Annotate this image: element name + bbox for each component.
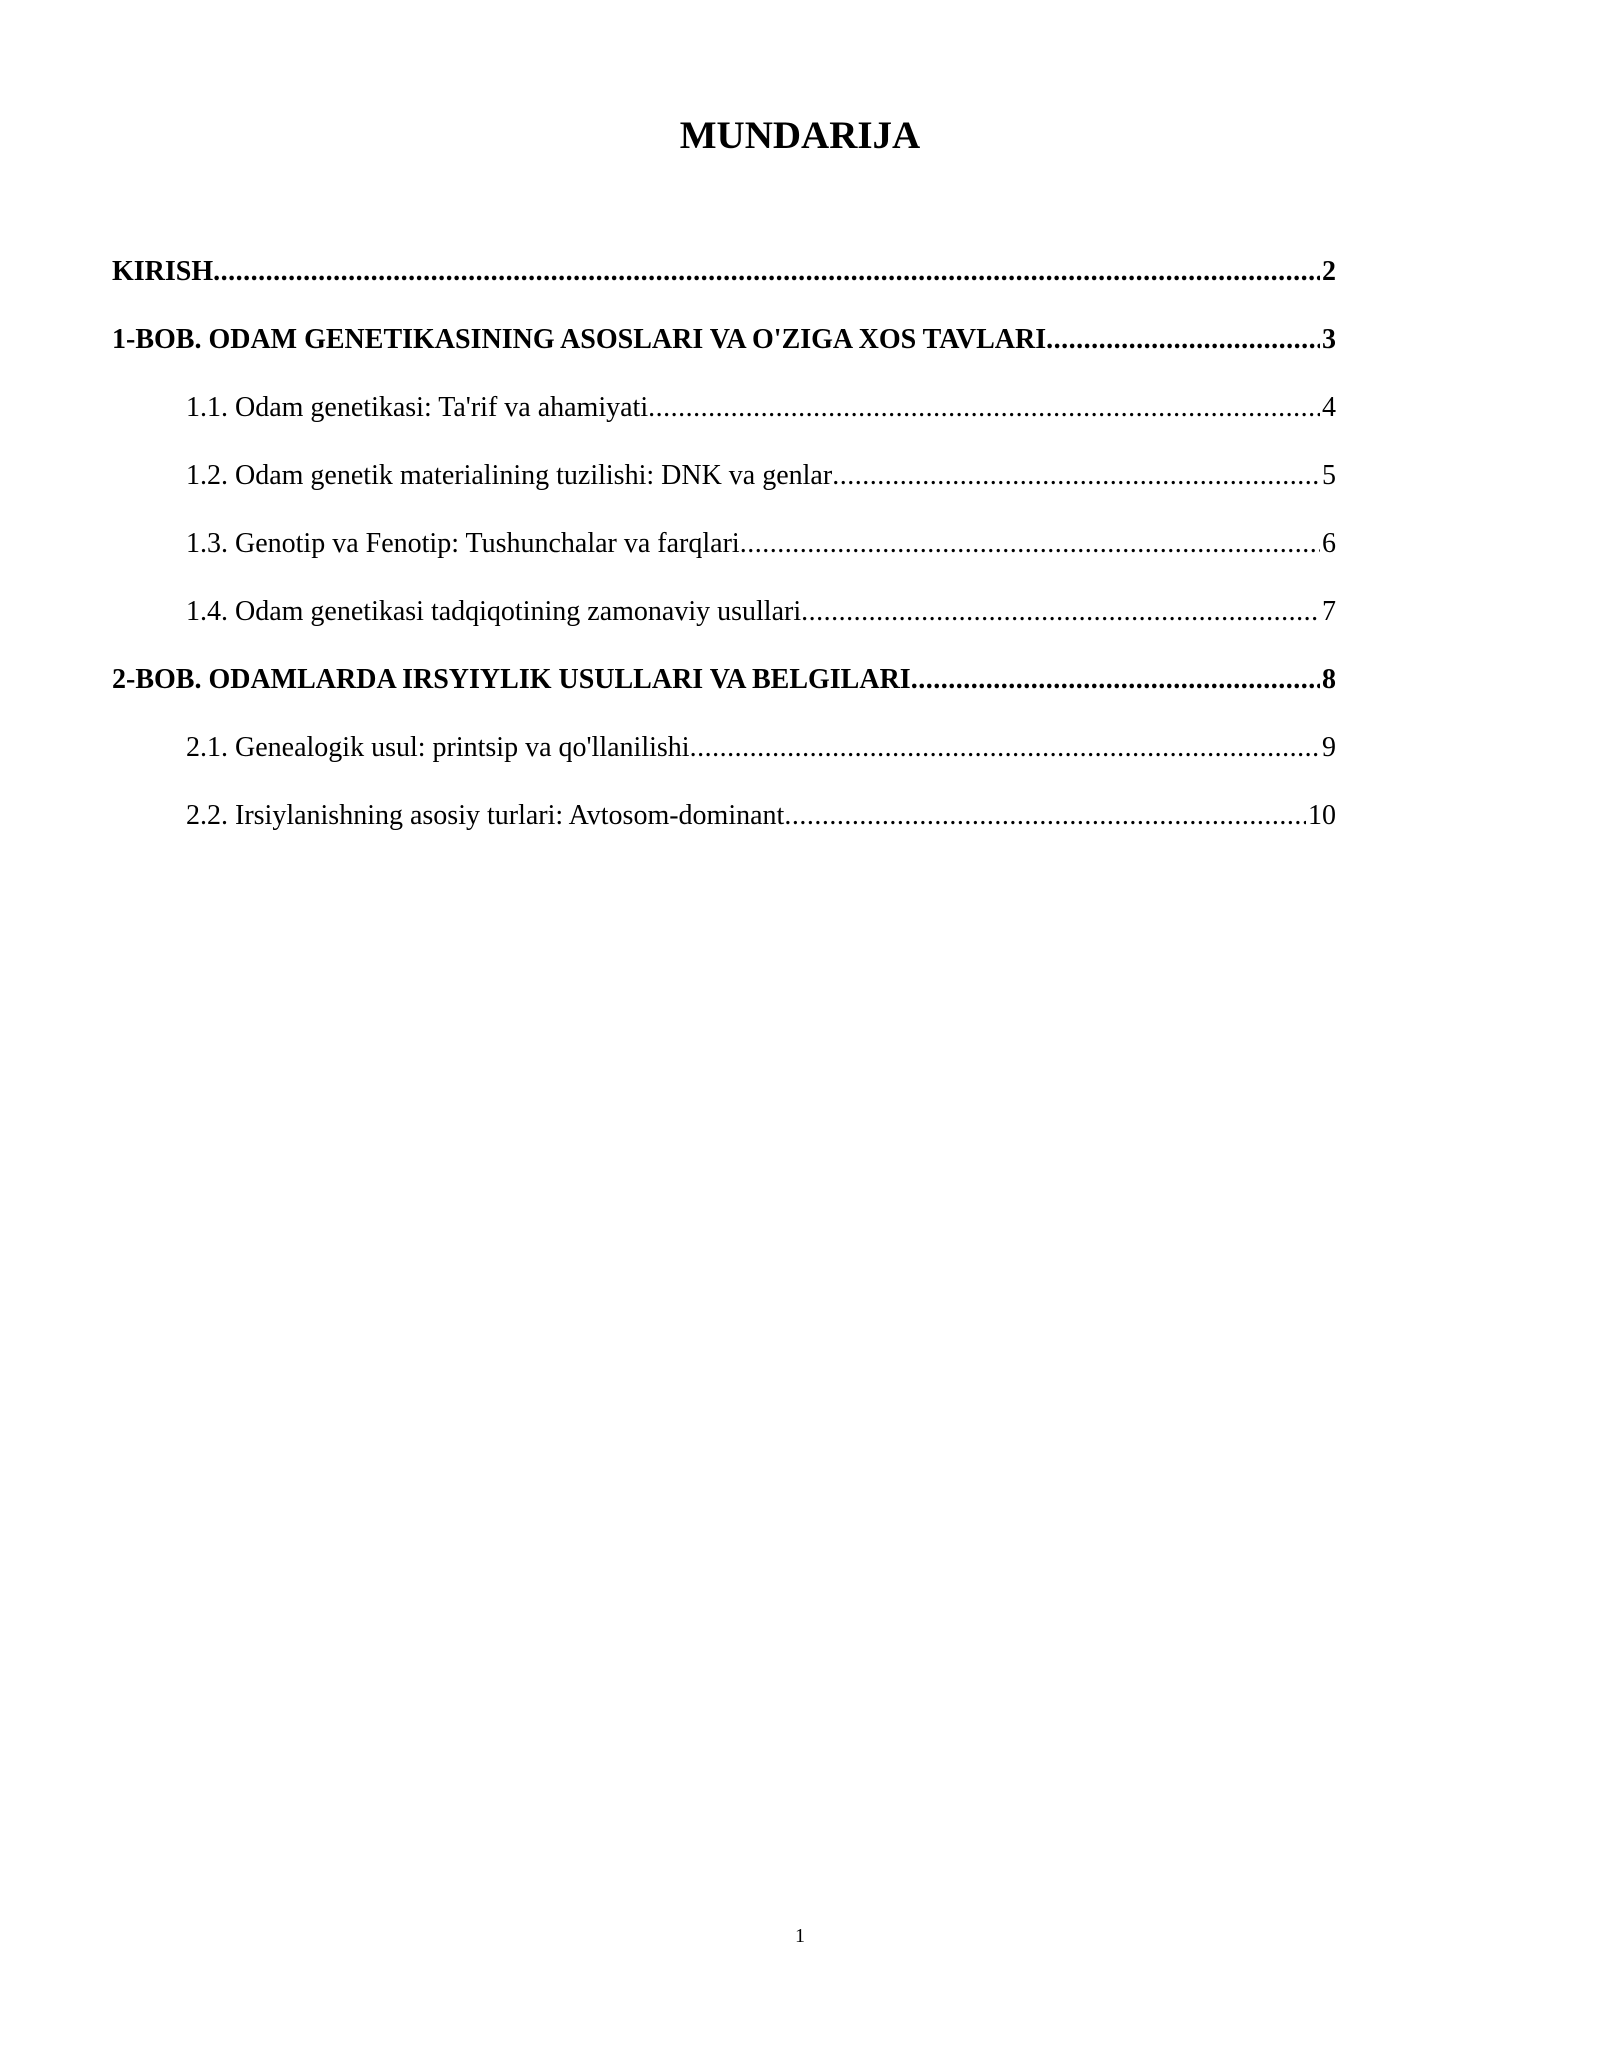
page-title: MUNDARIJA: [679, 114, 921, 157]
toc-dot-leader: [911, 660, 1320, 700]
toc-entry-1-3[interactable]: [112, 524, 1336, 592]
toc-dot-leader: [801, 592, 1320, 632]
toc-dot-leader: [1046, 320, 1320, 360]
toc-entry-title: 1.4. Odam genetikasi tadqiqotining zamonaviy usullari: [186, 596, 802, 627]
toc-dot-leader: [832, 456, 1320, 496]
toc-entry-title: 1.1. Odam genetikasi: Ta'rif va ahamiyati: [186, 392, 649, 423]
toc-entry-title: KIRISH: [112, 256, 214, 287]
toc-entry-page: 8: [1322, 664, 1336, 695]
toc-entry-page: 6: [1322, 528, 1336, 559]
toc-entry-kirish[interactable]: [112, 252, 1336, 320]
toc-entry-chapter-2[interactable]: [112, 660, 1336, 728]
toc-entry-title: 2.1. Genealogik usul: printsip va qo'llanilishi: [186, 732, 690, 763]
toc-entry-page: 7: [1322, 596, 1336, 627]
toc-entry-1-4[interactable]: [112, 592, 1336, 660]
toc-entry-page: 4: [1322, 392, 1336, 423]
toc-entry-title: 1.2. Odam genetik materialining tuzilishi: DNK va genlar: [186, 460, 833, 491]
toc-entry-page: 2: [1322, 256, 1336, 287]
toc-entry-title: 2-BOB. ODAMLARDA IRSYIYLIK USULLARI VA BELGILARI: [112, 664, 911, 695]
toc-dot-leader: [784, 796, 1306, 836]
toc-dot-leader: [648, 388, 1320, 428]
toc-entry-page: 5: [1322, 460, 1336, 491]
toc-entry-chapter-1[interactable]: [112, 320, 1336, 388]
table-of-contents: [112, 252, 1336, 864]
toc-entry-2-2[interactable]: [112, 796, 1336, 864]
toc-entry-title: 1.3. Genotip va Fenotip: Tushunchalar va farqlari: [186, 528, 740, 559]
toc-entry-page: 9: [1322, 732, 1336, 763]
toc-entry-title: 2.2. Irsiylanishning asosiy turlari: Avtosom-dominant: [186, 800, 785, 831]
toc-entry-page: 10: [1308, 800, 1336, 831]
toc-entry-page: 3: [1322, 324, 1336, 355]
toc-dot-leader: [690, 728, 1320, 768]
toc-entry-1-2[interactable]: [112, 456, 1336, 524]
toc-entry-2-1[interactable]: [112, 728, 1336, 796]
page-number: 1: [795, 1925, 805, 1947]
toc-dot-leader: [213, 252, 1320, 292]
toc-dot-leader: [740, 524, 1320, 564]
toc-entry-1-1[interactable]: [112, 388, 1336, 456]
toc-entry-title: 1-BOB. ODAM GENETIKASINING ASOSLARI VA O'ZIGA XOS TAVLARI: [112, 324, 1047, 355]
